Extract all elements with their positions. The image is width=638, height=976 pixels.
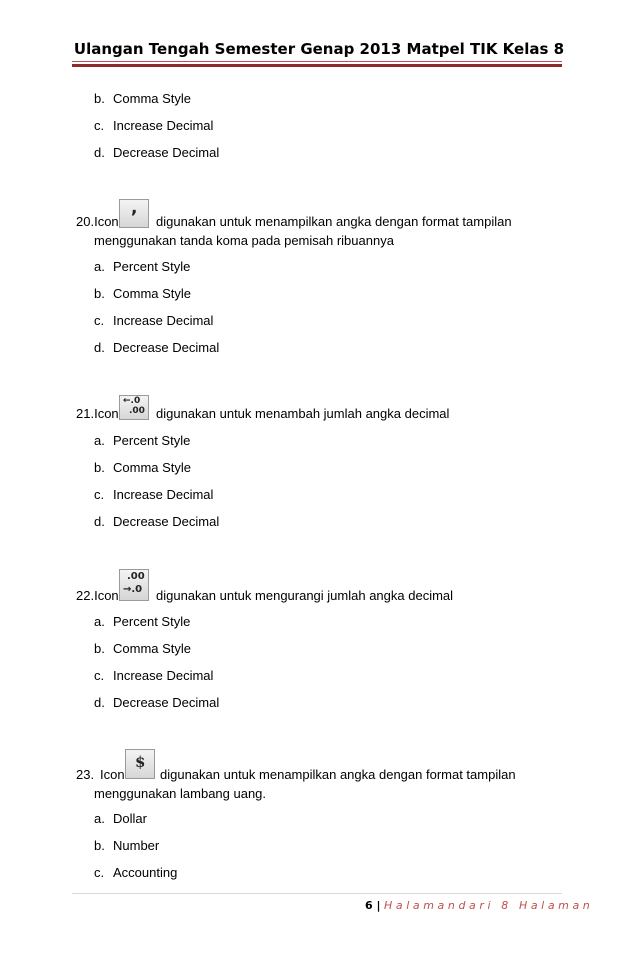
q23-option-a: a. Dollar xyxy=(94,811,147,826)
page-footer xyxy=(365,899,593,912)
q20-prefix: Icon xyxy=(94,214,119,229)
q21-prefix: Icon xyxy=(94,406,119,421)
increase-decimal-icon: ←.0 .00 xyxy=(119,395,149,420)
q22-stem-line1 xyxy=(76,588,119,603)
page-header-title: Ulangan Tengah Semester Genap 2013 Matpel TIK Kelas 8 xyxy=(73,40,565,58)
q20-option-c: c. Increase Decimal xyxy=(94,313,214,328)
q23-stem-text1: digunakan untuk menampilkan angka dengan format tampilan xyxy=(160,767,516,782)
q22-number: 22. xyxy=(76,588,95,603)
q21-number: 21. xyxy=(76,406,95,421)
q22-prefix: Icon xyxy=(94,588,119,603)
q20-option-a: a. Percent Style xyxy=(94,259,191,274)
q22-option-b: b. Comma Style xyxy=(94,641,192,656)
header-rule-thin xyxy=(72,61,562,62)
header-rule-thick xyxy=(72,64,562,67)
q20-stem-text1: digunakan untuk menampilkan angka dengan format tampilan xyxy=(156,214,512,229)
q20-stem-text2: menggunakan tanda koma pada pemisah ribuannya xyxy=(94,233,394,248)
q23-number: 23. xyxy=(76,767,95,782)
q22-stem-text1: digunakan untuk mengurangi jumlah angka decimal xyxy=(156,588,454,603)
decrease-decimal-icon: .00 →.0 xyxy=(119,569,149,601)
q19-option-c: c. Increase Decimal xyxy=(94,118,214,133)
q21-option-b: b. Comma Style xyxy=(94,460,192,475)
q22-option-d: d. Decrease Decimal xyxy=(94,695,220,710)
q23-stem-line1 xyxy=(76,767,125,782)
footer-page-number: 6 | xyxy=(365,899,381,912)
footer-rule xyxy=(72,893,562,894)
currency-dollar-icon: $ xyxy=(125,749,155,779)
q22-option-c: c. Increase Decimal xyxy=(94,668,214,683)
q23-prefix: Icon xyxy=(100,767,125,782)
q21-stem-line1 xyxy=(76,406,119,421)
q23-stem-text2: menggunakan lambang uang. xyxy=(94,786,267,801)
q21-stem-text1: digunakan untuk menambah jumlah angka decimal xyxy=(156,406,450,421)
q20-number: 20. xyxy=(76,214,95,229)
q23-option-c: c. Accounting xyxy=(94,865,178,880)
comma-style-icon: , xyxy=(119,199,149,228)
footer-page-total: Halamandari 8 Halaman xyxy=(384,899,594,912)
q20-option-b: b. Comma Style xyxy=(94,286,192,301)
q19-option-b: b. Comma Style xyxy=(94,91,192,106)
q21-option-a: a. Percent Style xyxy=(94,433,191,448)
q20-option-d: d. Decrease Decimal xyxy=(94,340,220,355)
q20-stem-line1 xyxy=(76,214,119,229)
q19-option-d: d. Decrease Decimal xyxy=(94,145,220,160)
q21-option-c: c. Increase Decimal xyxy=(94,487,214,502)
q22-option-a: a. Percent Style xyxy=(94,614,191,629)
q21-option-d: d. Decrease Decimal xyxy=(94,514,220,529)
q23-option-b: b. Number xyxy=(94,838,160,853)
